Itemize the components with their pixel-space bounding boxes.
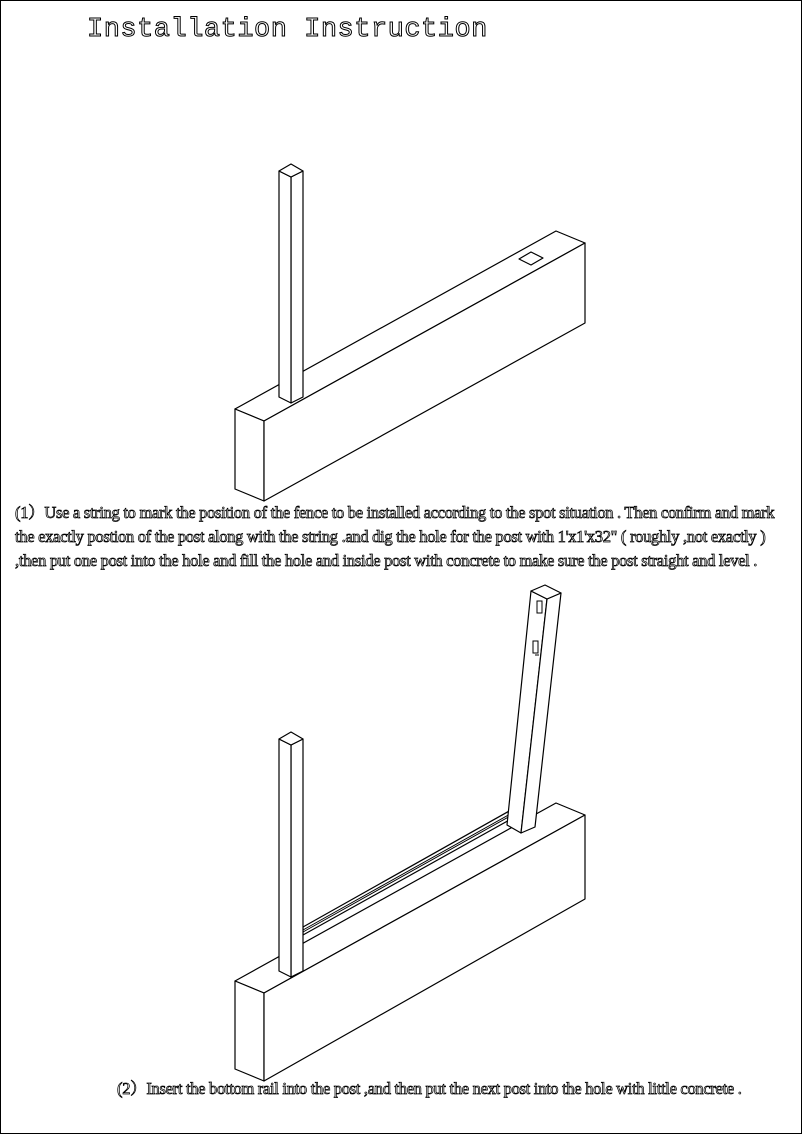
step1-text: (1）Use a string to mark the position of the fence to be installed according to the spot situation . Then confirm and mark the exactly postion of the post along with the string .and dig the hole for the post with 1'x1'x32" ( roughly ,not exactly ) ,then put one post into the hole and fill the hole and inside post with concrete to make sure the post straight and level .: [15, 503, 775, 570]
step1-illustration: [1, 1, 801, 511]
step2-illustration: [1, 581, 801, 1091]
step2-text: (2）Insert the bottom rail into the post ,and then put the next post into the hole with little concrete .: [117, 1079, 742, 1098]
fence-post: [279, 164, 303, 403]
first-fence-post: [279, 732, 303, 977]
page-title: Installation Instruction: [87, 15, 488, 45]
second-fence-post: [507, 585, 561, 833]
